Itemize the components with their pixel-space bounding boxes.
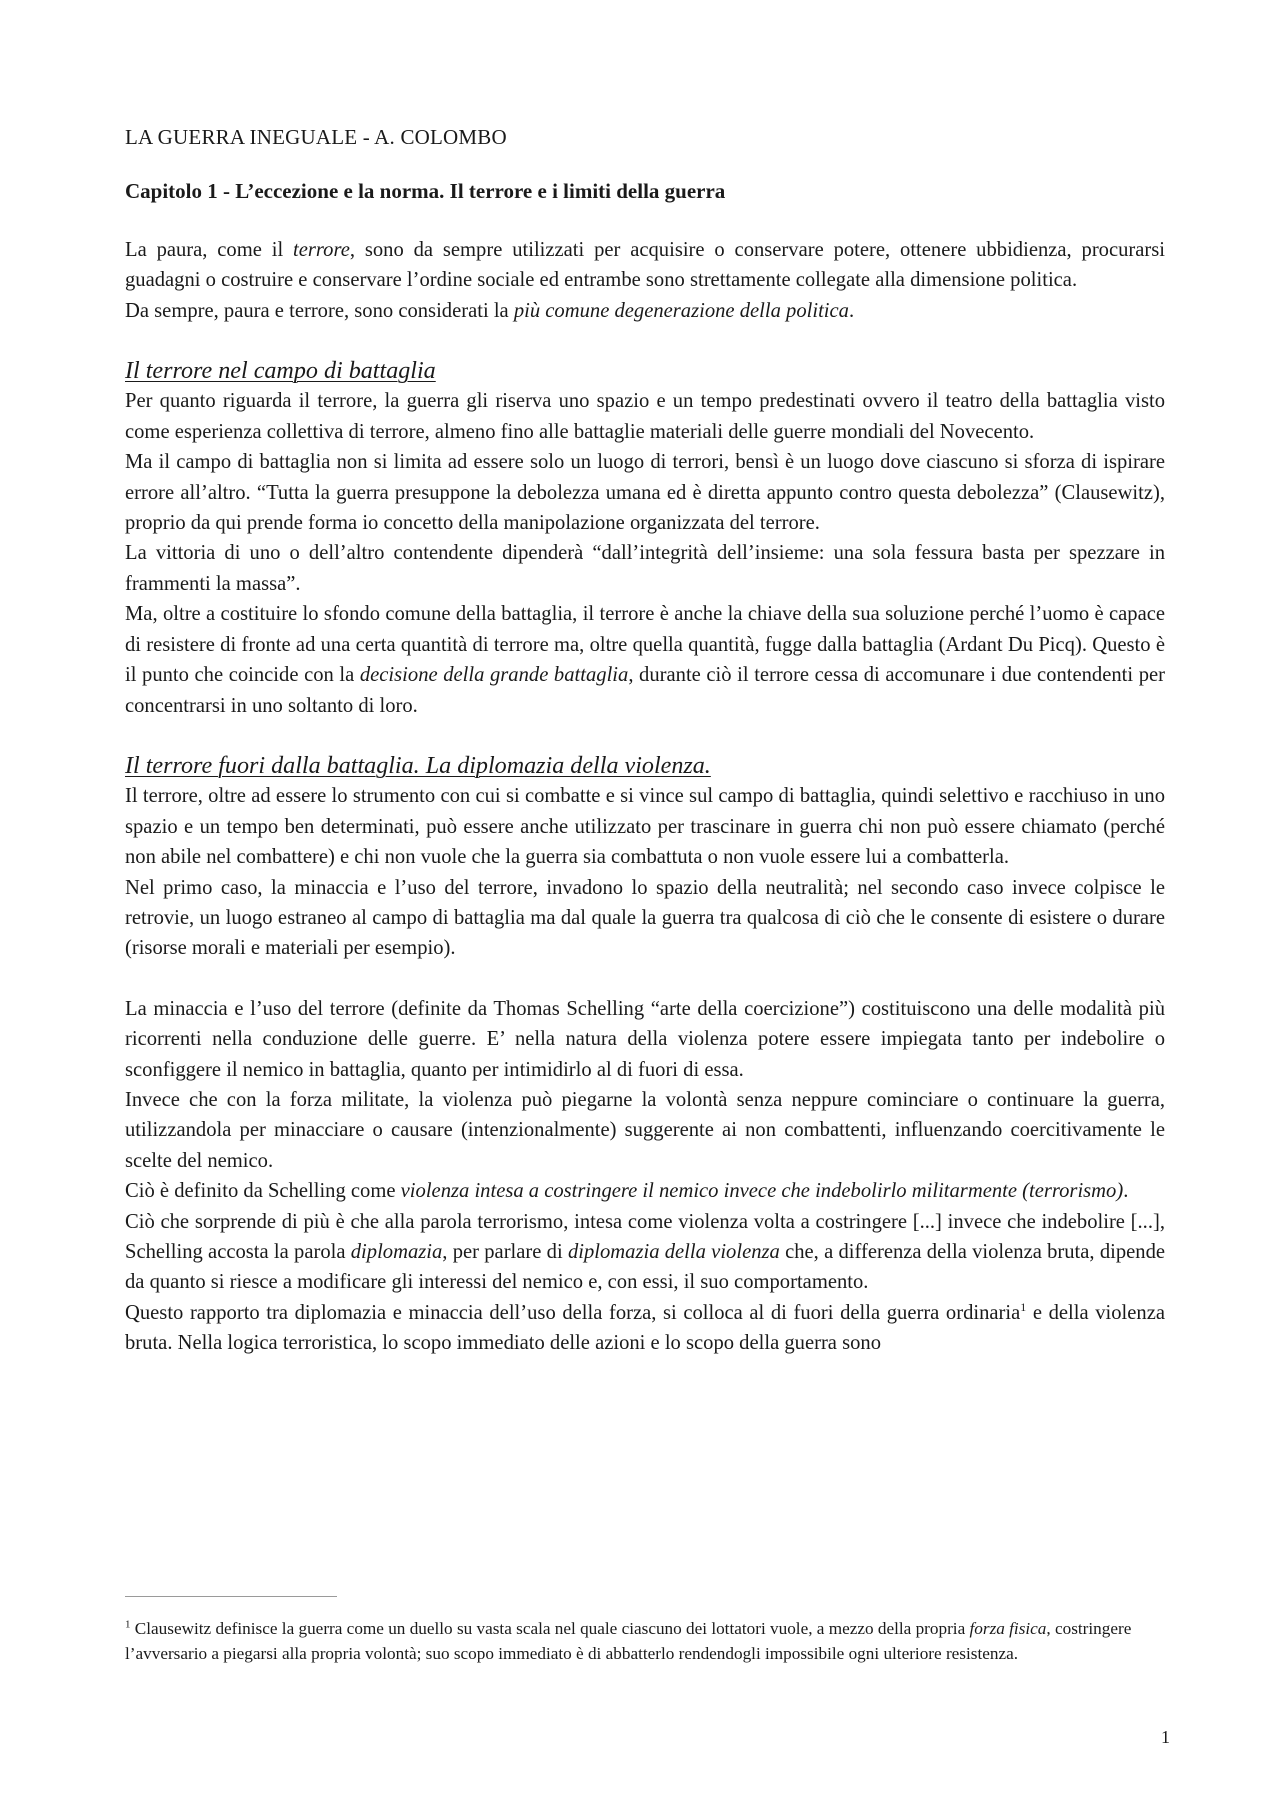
- page-body: [125, 122, 1165, 1359]
- text-run: Clausewitz definisce la guerra come un duello su vasta scala nel quale ciascuno dei lottatori vuole, a mezzo della propria: [134, 1619, 970, 1638]
- emphasis-text: decisione della grande battaglia: [359, 664, 629, 687]
- text-run: Ciò è definito da Schelling come: [125, 1180, 401, 1203]
- section2-paragraph-3: La minaccia e l’uso del terrore (definite da Thomas Schelling “arte della coercizione”) costituiscono una delle modalità più ricorrenti nella conduzione delle guerre. E’ nella natura della violenza potere essere impiegata tanto per indebolire o sconfiggere il nemico in battaglia, quanto per intimidirlo al di fuori di essa.: [125, 997, 1165, 1081]
- section1-paragraph-4: [125, 599, 1165, 721]
- section2-paragraph-4: Invece che con la forza militate, la violenza può piegarne la volontà senza neppure cominciare o continuare la guerra, utilizzandola per minacciare o causare (intenzionalmente) suggerente ai non combattenti, influenzando coercitivamente le scelte del nemico.: [125, 1088, 1165, 1172]
- section2-paragraph-6: [125, 1207, 1165, 1298]
- section1-paragraph-2: Ma il campo di battaglia non si limita ad essere solo un luogo di terrori, bensì è un luogo dove ciascuno si sforza di ispirare errore all’altro. “Tutta la guerra presuppone la debolezza umana ed è diretta appunto contro questa debolezza” (Clausewitz), proprio da qui prende forma io concetto della manipolazione organizzata del terrore.: [125, 451, 1165, 535]
- text-run: , per parlare di: [442, 1241, 568, 1263]
- emphasis-text: terrore: [293, 238, 350, 261]
- section1-paragraph-3: La vittoria di uno o dell’altro contendente dipenderà “dall’integrità dell’insieme: una sola fessura basta per spezzare in frammenti la massa”.: [125, 542, 1165, 595]
- text-run: e della violenza bruta. Nella logica terroristica, lo scopo immediato delle azioni e lo scopo della guerra sono: [125, 1301, 1165, 1355]
- emphasis-text: forza fisica: [969, 1619, 1047, 1638]
- text-run: che, a differenza della violenza bruta, dipende da quanto si riesce a modificare gli interessi del nemico e, con essi, il suo comportamento.: [125, 1241, 1166, 1294]
- footnote-reference[interactable]: 1: [1020, 1299, 1027, 1314]
- document-title: LA GUERRA INEGUALE - A. COLOMBO: [125, 125, 507, 149]
- paragraph-spacer: [125, 964, 1165, 994]
- paragraph-spacer: [125, 326, 1165, 356]
- intro-paragraph-1: [125, 235, 1165, 296]
- text-run: .: [848, 299, 855, 322]
- text-run: , sono da sempre utilizzati per acquisire o conservare potere, ottenere ubbidienza, procurarsi guadagni o costruire e conservare l’ordine sociale ed entrambe sono strettamente collegate alla dimensione politica.: [125, 238, 1166, 292]
- paragraph-spacer: [125, 721, 1165, 751]
- emphasis-text: diplomazia: [350, 1241, 443, 1263]
- footnote: [125, 1616, 1165, 1666]
- section-heading-diplomacy-of-violence: Il terrore fuori dalla battaglia. La diplomazia della violenza.: [125, 752, 711, 779]
- intro-paragraph-2: [125, 296, 1165, 326]
- footnote-marker: 1: [125, 1618, 131, 1631]
- section2-paragraph-2: Nel primo caso, la minaccia e l’uso del terrore, invadono lo spazio della neutralità; nel secondo caso invece colpisce le retrovie, un luogo estraneo al campo di battaglia ma dal quale la guerra tra qualcosa di ciò che le consente di esistere o durare (risorse morali e materiali per esempio).: [125, 876, 1165, 960]
- emphasis-text: più comune degenerazione della politica: [513, 299, 849, 322]
- section2-paragraph-1: Il terrore, oltre ad essere lo strumento con cui si combatte e si vince sul campo di battaglia, quindi selettivo e racchiuso in uno spazio e un tempo ben determinati, può essere anche utilizzato per trascinare in guerra chi non può essere chiamato (perché non abile nel combattere) e chi non vuole che la guerra sia combattuta o non vuole essere lui a combatterla.: [125, 785, 1165, 869]
- section-heading-battlefield: Il terrore nel campo di battaglia: [125, 358, 436, 385]
- section1-paragraph-1: Per quanto riguarda il terrore, la guerra gli riserva uno spazio e un tempo predestinati ovvero il teatro della battaglia visto come esperienza collettiva di terrore, almeno fino alle battaglie materiali delle guerre mondiali del Novecento.: [125, 390, 1165, 443]
- emphasis-text: diplomazia della violenza: [567, 1241, 780, 1263]
- text-run: .: [1123, 1180, 1129, 1203]
- text-run: Ma, oltre a costituire lo sfondo comune della battaglia, il terrore è anche la chiave della sua soluzione perché l’uomo è capace di resistere di fronte ad una certa quantità di terrore ma, oltre quella quantità, fugge dalla battaglia (Ardant Du Picq). Questo è il punto che coincide con la: [125, 603, 1165, 687]
- page-number: 1: [1161, 1727, 1170, 1747]
- text-run: Da sempre, paura e terrore, sono considerati la: [125, 299, 514, 322]
- text-run: La paura, come il: [125, 238, 294, 261]
- section2-paragraph-5: [125, 1176, 1165, 1206]
- text-run: , durante ciò il terrore cessa di accomunare i due contendenti per concentrarsi in uno soltanto di loro.: [125, 664, 1165, 717]
- footnote-separator: [125, 1596, 337, 1597]
- text-run: Questo rapporto tra diplomazia e minaccia dell’uso della forza, si colloca al di fuori della guerra ordinaria: [125, 1301, 1021, 1324]
- emphasis-text: violenza intesa a costringere il nemico invece che indebolirlo militarmente (terrorismo): [400, 1180, 1124, 1203]
- section2-paragraph-7: [125, 1298, 1165, 1359]
- text-run: , costringere l’avversario a piegarsi alla propria volontà; suo scopo immediato è di abbatterlo rendendogli impossibile ogni ulteriore resistenza.: [125, 1619, 1132, 1663]
- text-run: Ciò che sorprende di più è che alla parola terrorismo, intesa come violenza volta a costringere [...] invece che indebolire [...], Schelling accosta la parola: [125, 1210, 1165, 1263]
- chapter-title: Capitolo 1 - L’eccezione e la norma. Il terrore e i limiti della guerra: [125, 179, 726, 204]
